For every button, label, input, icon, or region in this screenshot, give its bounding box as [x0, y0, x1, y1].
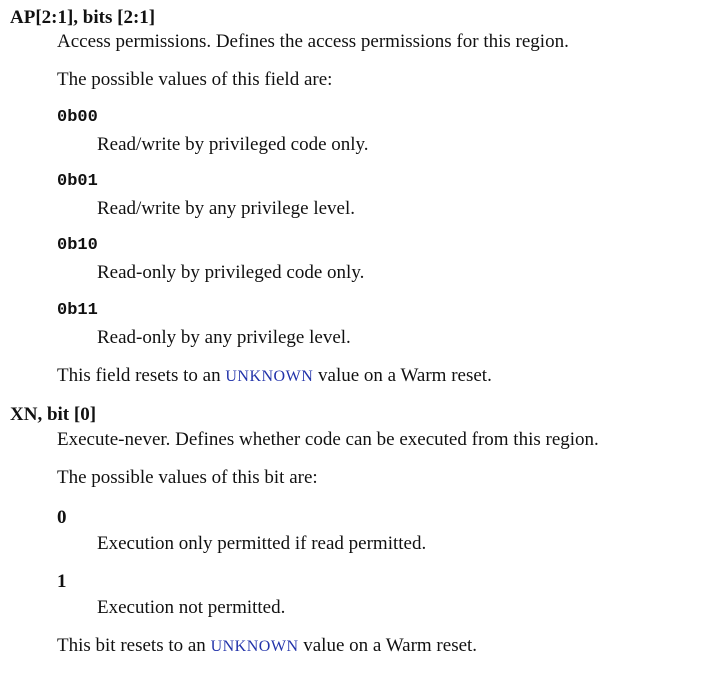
xn-reset-prefix: This bit resets to an [57, 635, 211, 656]
ap-reset-prefix: This field resets to an [57, 365, 226, 386]
xn-value-code-1: 1 [57, 571, 67, 592]
ap-reset-unknown-keyword: UNKNOWN [225, 368, 314, 385]
ap-values-intro: The possible values of this field are: [57, 69, 333, 90]
ap-value-desc-0b11: Read-only by any privilege level. [97, 327, 351, 348]
xn-field-title: XN, bit [0] [10, 404, 97, 425]
ap-value-desc-0b10: Read-only by privileged code only. [97, 262, 365, 283]
xn-value-desc-0: Execution only permitted if read permitted. [97, 533, 427, 554]
xn-value-desc-1: Execution not permitted. [97, 597, 286, 618]
xn-reset-suffix: value on a Warm reset. [298, 635, 478, 656]
xn-value-code-0: 0 [57, 507, 67, 528]
ap-value-desc-0b01: Read/write by any privilege level. [97, 198, 355, 219]
ap-reset-note [57, 365, 492, 388]
xn-values-intro: The possible values of this bit are: [57, 467, 318, 488]
xn-reset-unknown-keyword: UNKNOWN [210, 638, 299, 655]
xn-field-description: Execute-never. Defines whether code can be executed from this region. [57, 429, 599, 450]
ap-value-code-0b01: 0b01 [57, 172, 98, 191]
xn-reset-note [57, 635, 477, 658]
ap-reset-suffix: value on a Warm reset. [313, 365, 492, 386]
ap-field-description: Access permissions. Defines the access permissions for this region. [57, 31, 569, 52]
ap-value-code-0b00: 0b00 [57, 108, 98, 127]
ap-value-code-0b11: 0b11 [57, 301, 98, 320]
ap-value-code-0b10: 0b10 [57, 236, 98, 255]
ap-value-desc-0b00: Read/write by privileged code only. [97, 134, 369, 155]
ap-field-title: AP[2:1], bits [2:1] [10, 7, 156, 28]
